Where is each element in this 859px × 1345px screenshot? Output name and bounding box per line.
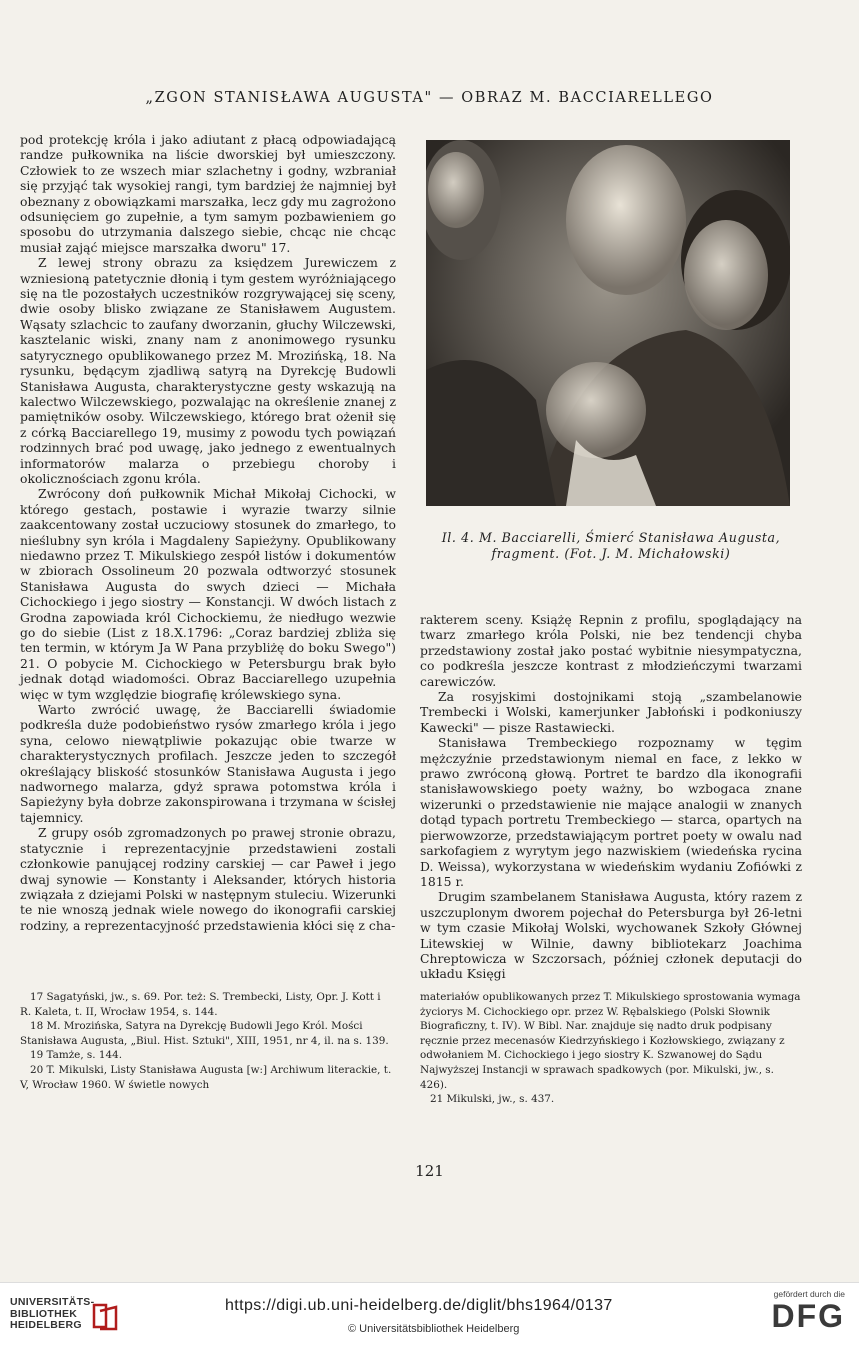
institution-line: BIBLIOTHEK (10, 1307, 78, 1320)
funder-logo[interactable] (745, 1289, 845, 1333)
footnote: 20 T. Mikulski, Listy Stanisława Augusta [w:] Archiwum literackie, t. V, Wrocław 1960. W świetle nowych (20, 1063, 392, 1091)
paragraph: Drugim szambelanem Stanisława Augusta, który razem z uszczuplonym dworem pojechał do Petersburga był 26-letni w tym czasie Mikołaj Wolski, wychowanek Szkoły Głównej Litewskiej w Wilnie, dawny bibliotekarz Joachima Chreptowicza w Szczorsach, później członek deputacji do układu Księgi (420, 889, 802, 982)
figure-caption (420, 530, 802, 561)
paragraph: Warto zwrócić uwagę, że Bacciarelli świadomie podkreśla duże podobieństwo rysów zmarłego króla i jego syna, celowo niewątpliwie pokazując obie twarze w charakterystycznych profilach. Jeszcze jeden to szczegół określający bliskość stosunków Stanisława Augusta i jego nadwornego malarza, gdyż sprawa potomstwa króla i Sapieżyny była dobrze zakonspirowana i trzymana w ścisłej tajemnicy. (20, 702, 396, 825)
body-text-right (420, 612, 802, 982)
paragraph: Z grupy osób zgromadzonych po prawej stronie obrazu, statycznie i reprezentacyjnie przedstawieni zostali członkowie panującej rodziny carskiej — car Paweł i jego dwaj synowie — Konstanty i Aleksander, których historia związała z dziejami Polski w następnym stuleciu. Wizerunki te nie wnoszą jednak wiele nowego do ikonografii carskiej rodziny, a reprezentacyjność przedstawienia kłóci się z cha- (20, 825, 396, 933)
painting-fragment-image (426, 140, 790, 506)
paragraph: rakterem sceny. Książę Repnin z profilu, spoglądający na twarz zmarłego króla Polski, nie bez tendencji chyba przedstawiony został jako postać wybitnie niesympatyczna, co podkreśla jeszcze kontrast z młodzieńczymi twarzami carewiczów. (420, 612, 802, 689)
footnotes-left (20, 990, 392, 1092)
body-text-left (20, 132, 396, 933)
footnote: 17 Sagatyński, jw., s. 69. Por. też: S. Trembecki, Listy, Opr. J. Kott i R. Kaleta, t. II, Wrocław 1954, s. 144. (20, 991, 381, 1018)
paragraph: Za rosyjskimi dostojnikami stoją „szambelanowie Trembecki i Wolski, kamerjunker Jabłoński i podkoniuszy Kawecki" — pisze Rastawiecki. (420, 689, 802, 735)
footnotes-right (420, 990, 802, 1107)
footnote: 18 M. Mrozińska, Satyra na Dyrekcję Budowli Jego Król. Mości Stanisława Augusta, „Biul. Hist. Sztuki", XIII, 1951, nr 4, il. na s. 139. (20, 1020, 389, 1047)
paragraph: Stanisława Trembeckiego rozpoznamy w tęgim mężczyźnie przedstawionym niemal en face, z lekko w prawo zwróconą głową. Portret te bardzo dla ikonografii stanisławowskiego poety ważny, bo wzbogaca znane wizerunki o przedstawienie nie mające analogii w znanych dotąd typach portretu Trembeckiego — starca, opartych na pierwowzorze, przedstawiającym portret poety w owalu nad sarkofagiem z wyrytym jego nazwiskiem (wiedeńska rycina D. Weissa), wykorzystana w wiedeńskim wydaniu Zofiówki z 1815 r. (420, 735, 802, 889)
paragraph: pod protekcję króla i jako adiutant z płacą odpowiadającą randze pułkownika na liście dworskiej był umieszczony. Człowiek to ze wszech miar szlachetny i godny, wzbraniał się przyjąć tak wysokiej rangi, tym bardziej że najmniej był obeznany z obowiązkami marszałka, lecz gdy mu zagrożono odsunięciem go zupełnie, a tym samym pozbawieniem go sposobu do utrzymania dalszego siebie, chcąc nie chcąc musiał zająć miejsce marszałka dworu" 17. (20, 132, 396, 255)
footnote: 21 Mikulski, jw., s. 437. (430, 1093, 555, 1106)
university-library-logo[interactable] (10, 1297, 122, 1333)
library-emblem-icon (90, 1301, 120, 1331)
caption-line: fragment. (Fot. J. M. Michałowski) (491, 545, 731, 561)
permalink-url[interactable]: https://digi.ub.uni-heidelberg.de/diglit/bhs1964/0137 (225, 1297, 613, 1314)
footnote: materiałów opublikowanych przez T. Mikulskiego sprostowania wymaga życiorys M. Cichockiego opr. przez W. Rębalskiego (Polski Słownik Biograficzny, t. IV). W Bibl. Nar. znajduje się nadto druk podpisany ręcznie przez mecenasów Kiedrzyńskiego i Kozłowskiego, związany z odwołaniem M. Cichockiego i jego siostry K. Szwanowej do Sądu Najwyższej Instancji w sprawach spadkowych (por. Mikulski, jw., s. 426). (420, 991, 801, 1091)
running-title: „ZGON STANISŁAWA AUGUSTA" — OBRAZ M. BACCIARELLEGO (145, 90, 714, 106)
funded-by-label: gefördert durch die (773, 1289, 845, 1299)
institution-line: HEIDELBERG (10, 1319, 82, 1331)
page-number: 121 (415, 1162, 444, 1180)
paragraph: Zwrócony doń pułkownik Michał Mikołaj Cichocki, w którego gestach, postawie i wyrazie twarzy silnie zaakcentowany został uczuciowy stosunek do zmarłego, to nieślubny syn króla i Magdaleny Sapieżyny. Opublikowany niedawno przez T. Mikulskiego zespół listów i dokumentów w zbiorach Ossolineum 20 pozwala odtworzyć stosunek Stanisława Augusta do swych dzieci — Michała Cichockiego i jego siostry — Konstancji. W dwóch listach z Grodna zapowiada król Cichockiemu, że niedługo wezwie go do siebie (List z 18.X.1796: „Coraz bardziej zbliża się ten termin, w którym Ja W Pana przybliżę do boku Swego") 21. O pobycie M. Cichockiego w Petersburgu brak było jednak dotąd wiadomości. Obraz Bacciarellego uzupełnia więc w tym względzie biografię królewskiego syna. (20, 486, 396, 702)
dfg-wordmark: DFG (771, 1298, 845, 1334)
caption-line: Il. 4. M. Bacciarelli, Śmierć Stanisława Augusta, (441, 530, 781, 545)
copyright-notice: © Universitätsbibliothek Heidelberg (348, 1323, 520, 1335)
institution-line: UNIVERSITÄTS- (10, 1296, 95, 1308)
paragraph: Z lewej strony obrazu za księdzem Jurewiczem z wzniesioną patetycznie dłonią i tym gestem wyróżniającego się na tle pozostałych uczestników rozgrywającej się sceny, dwie osoby blisko związane ze Stanisławem Augustem. Wąsaty szlachcic to zaufany dworzanin, głuchy Wilczewski, kasztelanic wiski, znany nam z anonimowego rysunku satyrycznego opublikowanego przez M. Mrozińską, 18. Na rysunku, będącym zjadliwą satyrą na Dyrekcję Budowli Stanisława Augusta, charakterystyczne gesty wskazują na kalectwo Wilczewskiego, pozwalając na określenie znanej z pamiętników osoby. Wilczewskiego, którego brat ożenił się z córką Bacciarellego 19, musimy z powodu tych powiązań rodzinnych brać pod uwagę, jako jednego z ewentualnych informatorów malarza o przebiegu choroby i okolicznościach zgonu króla. (20, 255, 396, 486)
painting-illustration (426, 140, 790, 506)
viewer-footer (0, 1282, 859, 1345)
footnote: 19 Tamże, s. 144. (30, 1049, 122, 1062)
